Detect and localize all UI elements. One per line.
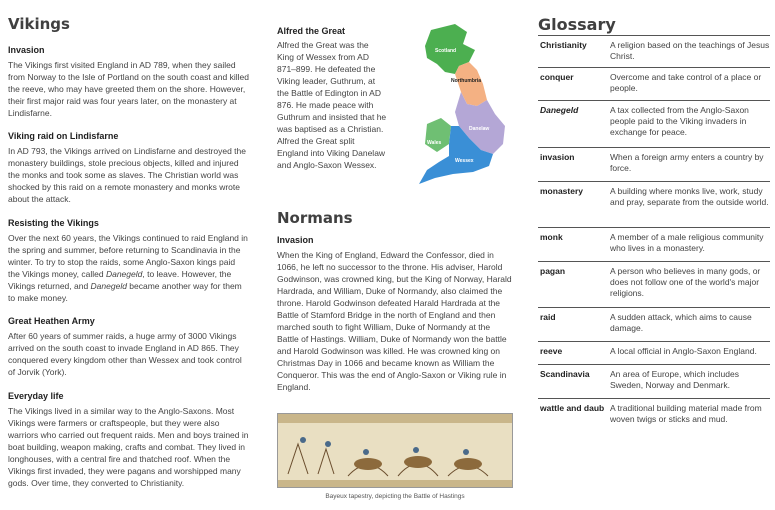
map-label-scotland: Scotland [435,48,457,54]
glossary-title: Glossary [538,15,616,34]
glossary-definition: A sudden attack, which aims to cause damage. [610,312,752,333]
map-label-northumbria: Northumbria [451,78,481,84]
glossary-term: conquer [540,72,574,82]
glossary-definition: A person who believes in many gods, or does not follow one of the world's major religions. [610,266,761,298]
glossary-row [538,342,770,365]
bayeux-tapestry-image [277,413,513,488]
glossary-row [538,365,770,399]
map-label-danelaw: Danelaw [469,126,490,132]
section-text: The Vikings first visited England in AD 789, when they sailed from Norway to the Isle of Portland on the south coast and killed the reeve, who may have greeted them on the shore. However, their first major raid was four years later, on the monastery at Lindisfarne. [8,60,249,118]
glossary-row [538,262,770,308]
glossary-table [538,35,770,439]
normans-text: When the King of England, Edward the Confessor, died in 1066, he left no successor to the throne. His adviser, Harold Godwinson, was crowned king, but the King of Norway, Harald Hardrada, and William, Duke of Normandy, also claimed the throne. Harold Godwinson defeated Harald Hardrada at the Battle of Stamford Bridge in the north of England and then marched south to fight William, Duke of Normandy at the Battle of Hastings. William, Duke of Normandy won the battle and Harold Godwinson was killed. He was crowned king on Christmas Day in 1066 and became known as William the Conqueror. This was the end of Anglo-Saxon or Viking rule in England. [277,250,512,392]
section-heading: Viking raid on Lindisfarne [8,131,119,141]
glossary-definition: A traditional building material made from woven twigs or sticks and mud. [610,403,762,424]
glossary-definition: Overcome and take control of a place or people. [610,72,762,93]
glossary-definition: A religion based on the teachings of Jesus Christ. [610,40,770,61]
normans-heading: Invasion [277,235,314,245]
glossary-term: wattle and daub [540,403,605,413]
section-text [8,232,248,304]
italic-term: Danegeld [105,269,143,279]
glossary-definition: When a foreign army enters a country by force. [610,152,764,173]
section-heading: Everyday life [8,391,64,401]
alfred-text: Alfred the Great was the King of Wessex from AD 871–899. He defeated the Viking leader, Guthrum, at the Battle of Edington in AD 876. He made peace with Guthrum and insisted that he was baptised as a Christian. Alfred the Great split England into Viking Danelaw and Anglo-Saxon Wessex. [277,40,387,170]
section-text-part: Over the next 60 years, the Vikings continued to raid England in the spring and summer, before returning to Scandinavia in the winter. To try to stop the raids, some Anglo-Saxon kings paid the Vikings money, called [8,233,248,279]
glossary-definition: A member of a male religious community who lives in a monastery. [610,232,764,253]
glossary-row [538,101,770,148]
glossary-definition: A local official in Anglo-Saxon England. [610,346,757,356]
glossary-row [538,148,770,182]
section-heading: Resisting the Vikings [8,218,99,228]
section-text: The Vikings lived in a similar way to the Anglo-Saxons. Most Vikings were farmers or craftspeople, but they were also warriors who carried out frequent raids. Men and boys trained in boat building, weapon making, crafts and combat. They lived in longhouses, with a central fire and thatched roof. When the Vikings first invaded, they were pagans and worshipped many gods. Over time, they converted to Christianity. [8,406,249,488]
glossary-row [538,228,770,262]
glossary-term: Christianity [540,40,587,50]
england-map [397,22,513,190]
section-text: In AD 793, the Vikings arrived on Lindisfarne and destroyed the monastery buildings, stole precious objects, killed and injured the monks and took some as slaves. The Christian world was shocked by this raid on a remote monastery and monks wrote about the attack. [8,146,246,204]
italic-term: Danegeld [90,281,127,291]
glossary-row [538,182,770,228]
section-heading: Great Heathen Army [8,316,95,326]
section-text-part: , to leave. However, the Vikings returned, and [8,269,232,291]
glossary-row [538,36,770,68]
glossary-row [538,308,770,342]
section-text: After 60 years of summer raids, a huge army of 3000 Vikings arrived on the south coast to invade England in AD 865. They conquered every kingdom other than Wessex and took control of Jorvik (York). [8,331,242,377]
glossary-term: invasion [540,152,575,162]
glossary-row [538,399,770,439]
map-label-wales: Wales [427,140,442,146]
glossary-definition: An area of Europe, which includes Sweden, Norway and Denmark. [610,369,739,390]
normans-title: Normans [277,209,353,227]
section-text-part: became another way for them to make money. [8,281,242,303]
glossary-definition: A building where monks live, work, study and pray, separate from the outside world. [610,186,769,207]
glossary-term: pagan [540,266,566,276]
glossary-term: monastery [540,186,583,196]
alfred-heading: Alfred the Great [277,26,346,36]
map-label-wessex: Wessex [455,158,474,164]
glossary-term: raid [540,312,556,322]
glossary-term: monk [540,232,563,242]
map-wales [425,118,451,152]
glossary-definition: A tax collected from the Anglo-Saxon people paid to the Viking invaders in exchange for peace. [610,105,749,137]
section-heading: Invasion [8,45,45,55]
glossary-term: Scandinavia [540,369,590,379]
vikings-title: Vikings [8,15,70,33]
tapestry-caption: Bayeux tapestry, depicting the Battle of Hastings [325,493,465,500]
glossary-term: reeve [540,346,563,356]
glossary-term: Danegeld [540,105,579,115]
glossary-row [538,68,770,101]
